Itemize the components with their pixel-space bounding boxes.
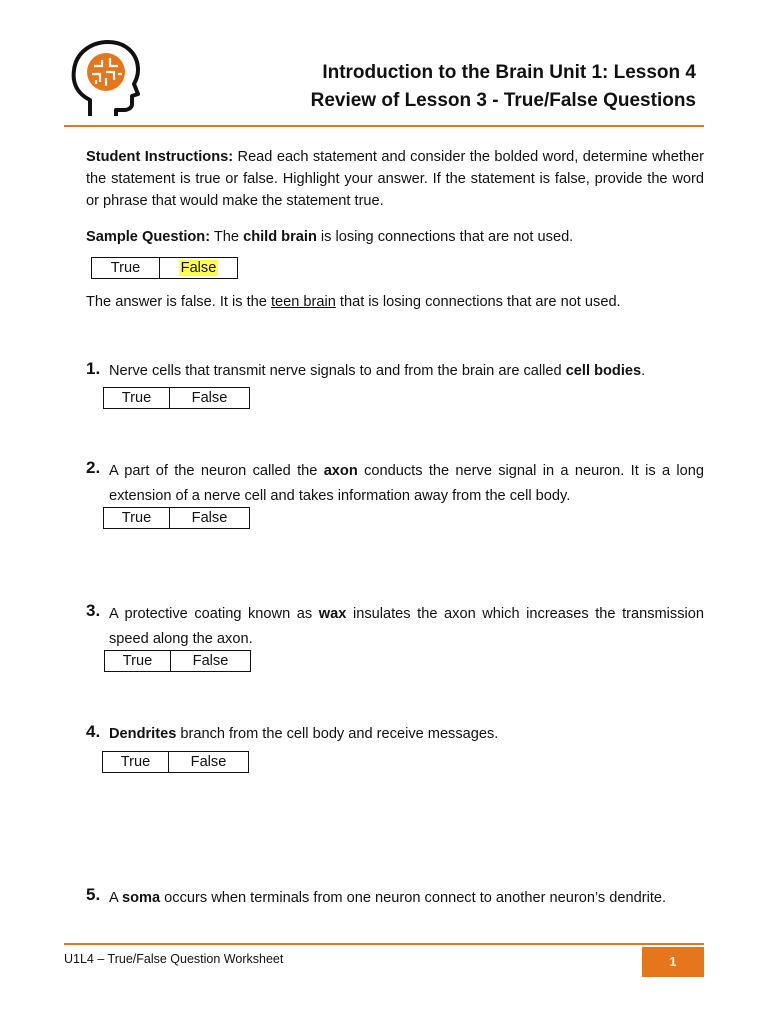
question-3-answer-box (104, 650, 251, 672)
student-instructions (86, 146, 704, 212)
sample-answer-explanation: The answer is false. It is the teen brain that is losing connections that are not used. (86, 294, 621, 310)
question-3-text: A protective coating known as wax insulates the axon which increases the transmission speed along the axon. (109, 606, 704, 647)
footer-text: U1L4 – True/False Question Worksheet (64, 952, 284, 966)
sample-label: Sample Question: (86, 229, 211, 245)
page-subtitle: Review of Lesson 3 - True/False Questions (310, 90, 696, 111)
question-1-answer-box (103, 387, 250, 409)
instructions-text: Read each statement and consider the bolded word, determine whether the statement is true or false. Highlight your answer. If the statement is false, provide the word or phrase that would make the statement true. (86, 149, 704, 209)
question-5-text: A soma occurs when terminals from one neuron connect to another neuron’s dendrite. (109, 890, 667, 906)
sample-pre: The (210, 229, 244, 245)
question-number: 2. (86, 458, 101, 477)
page-title: Introduction to the Brain Unit 1: Lesson 4 (322, 62, 696, 83)
instructions-label: Student Instructions: (86, 149, 234, 165)
sample-false-option[interactable] (160, 258, 237, 278)
question-2-text: A part of the neuron called the axon conducts the nerve signal in a neuron. It is a long extension of a nerve cell and takes information away from the cell body. (109, 463, 705, 504)
question-4-answer-box (102, 751, 249, 773)
sample-true-option[interactable]: True (92, 258, 160, 278)
false-option[interactable]: False (191, 510, 228, 526)
sample-bold: child brain (243, 229, 317, 245)
question-1-text: Nerve cells that transmit nerve signals to and from the brain are called cell bodies. (109, 363, 646, 379)
footer-rule (64, 943, 704, 945)
sample-answer-box (91, 257, 238, 279)
false-option[interactable]: False (192, 653, 229, 669)
question-number: 5. (86, 885, 101, 904)
false-option[interactable]: False (190, 754, 227, 770)
question-number: 4. (86, 722, 101, 741)
question-number: 3. (86, 601, 101, 620)
sample-question (86, 226, 704, 248)
highlighted-answer: False (180, 260, 217, 276)
header-rule (64, 125, 704, 127)
true-option[interactable]: True (103, 752, 169, 772)
question-2-answer-box (103, 507, 250, 529)
sample-post: is losing connections that are not used. (316, 229, 574, 245)
sample-answer-underline: teen brain (270, 294, 336, 310)
page-number: 1 (642, 947, 704, 977)
true-option[interactable]: True (104, 508, 170, 528)
false-option[interactable]: False (191, 390, 228, 406)
true-option[interactable]: True (104, 388, 170, 408)
head-brain-maze-icon (70, 40, 140, 118)
question-4-text: Dendrites branch from the cell body and receive messages. (109, 726, 499, 742)
true-option[interactable]: True (105, 651, 171, 671)
question-number: 1. (86, 359, 101, 378)
